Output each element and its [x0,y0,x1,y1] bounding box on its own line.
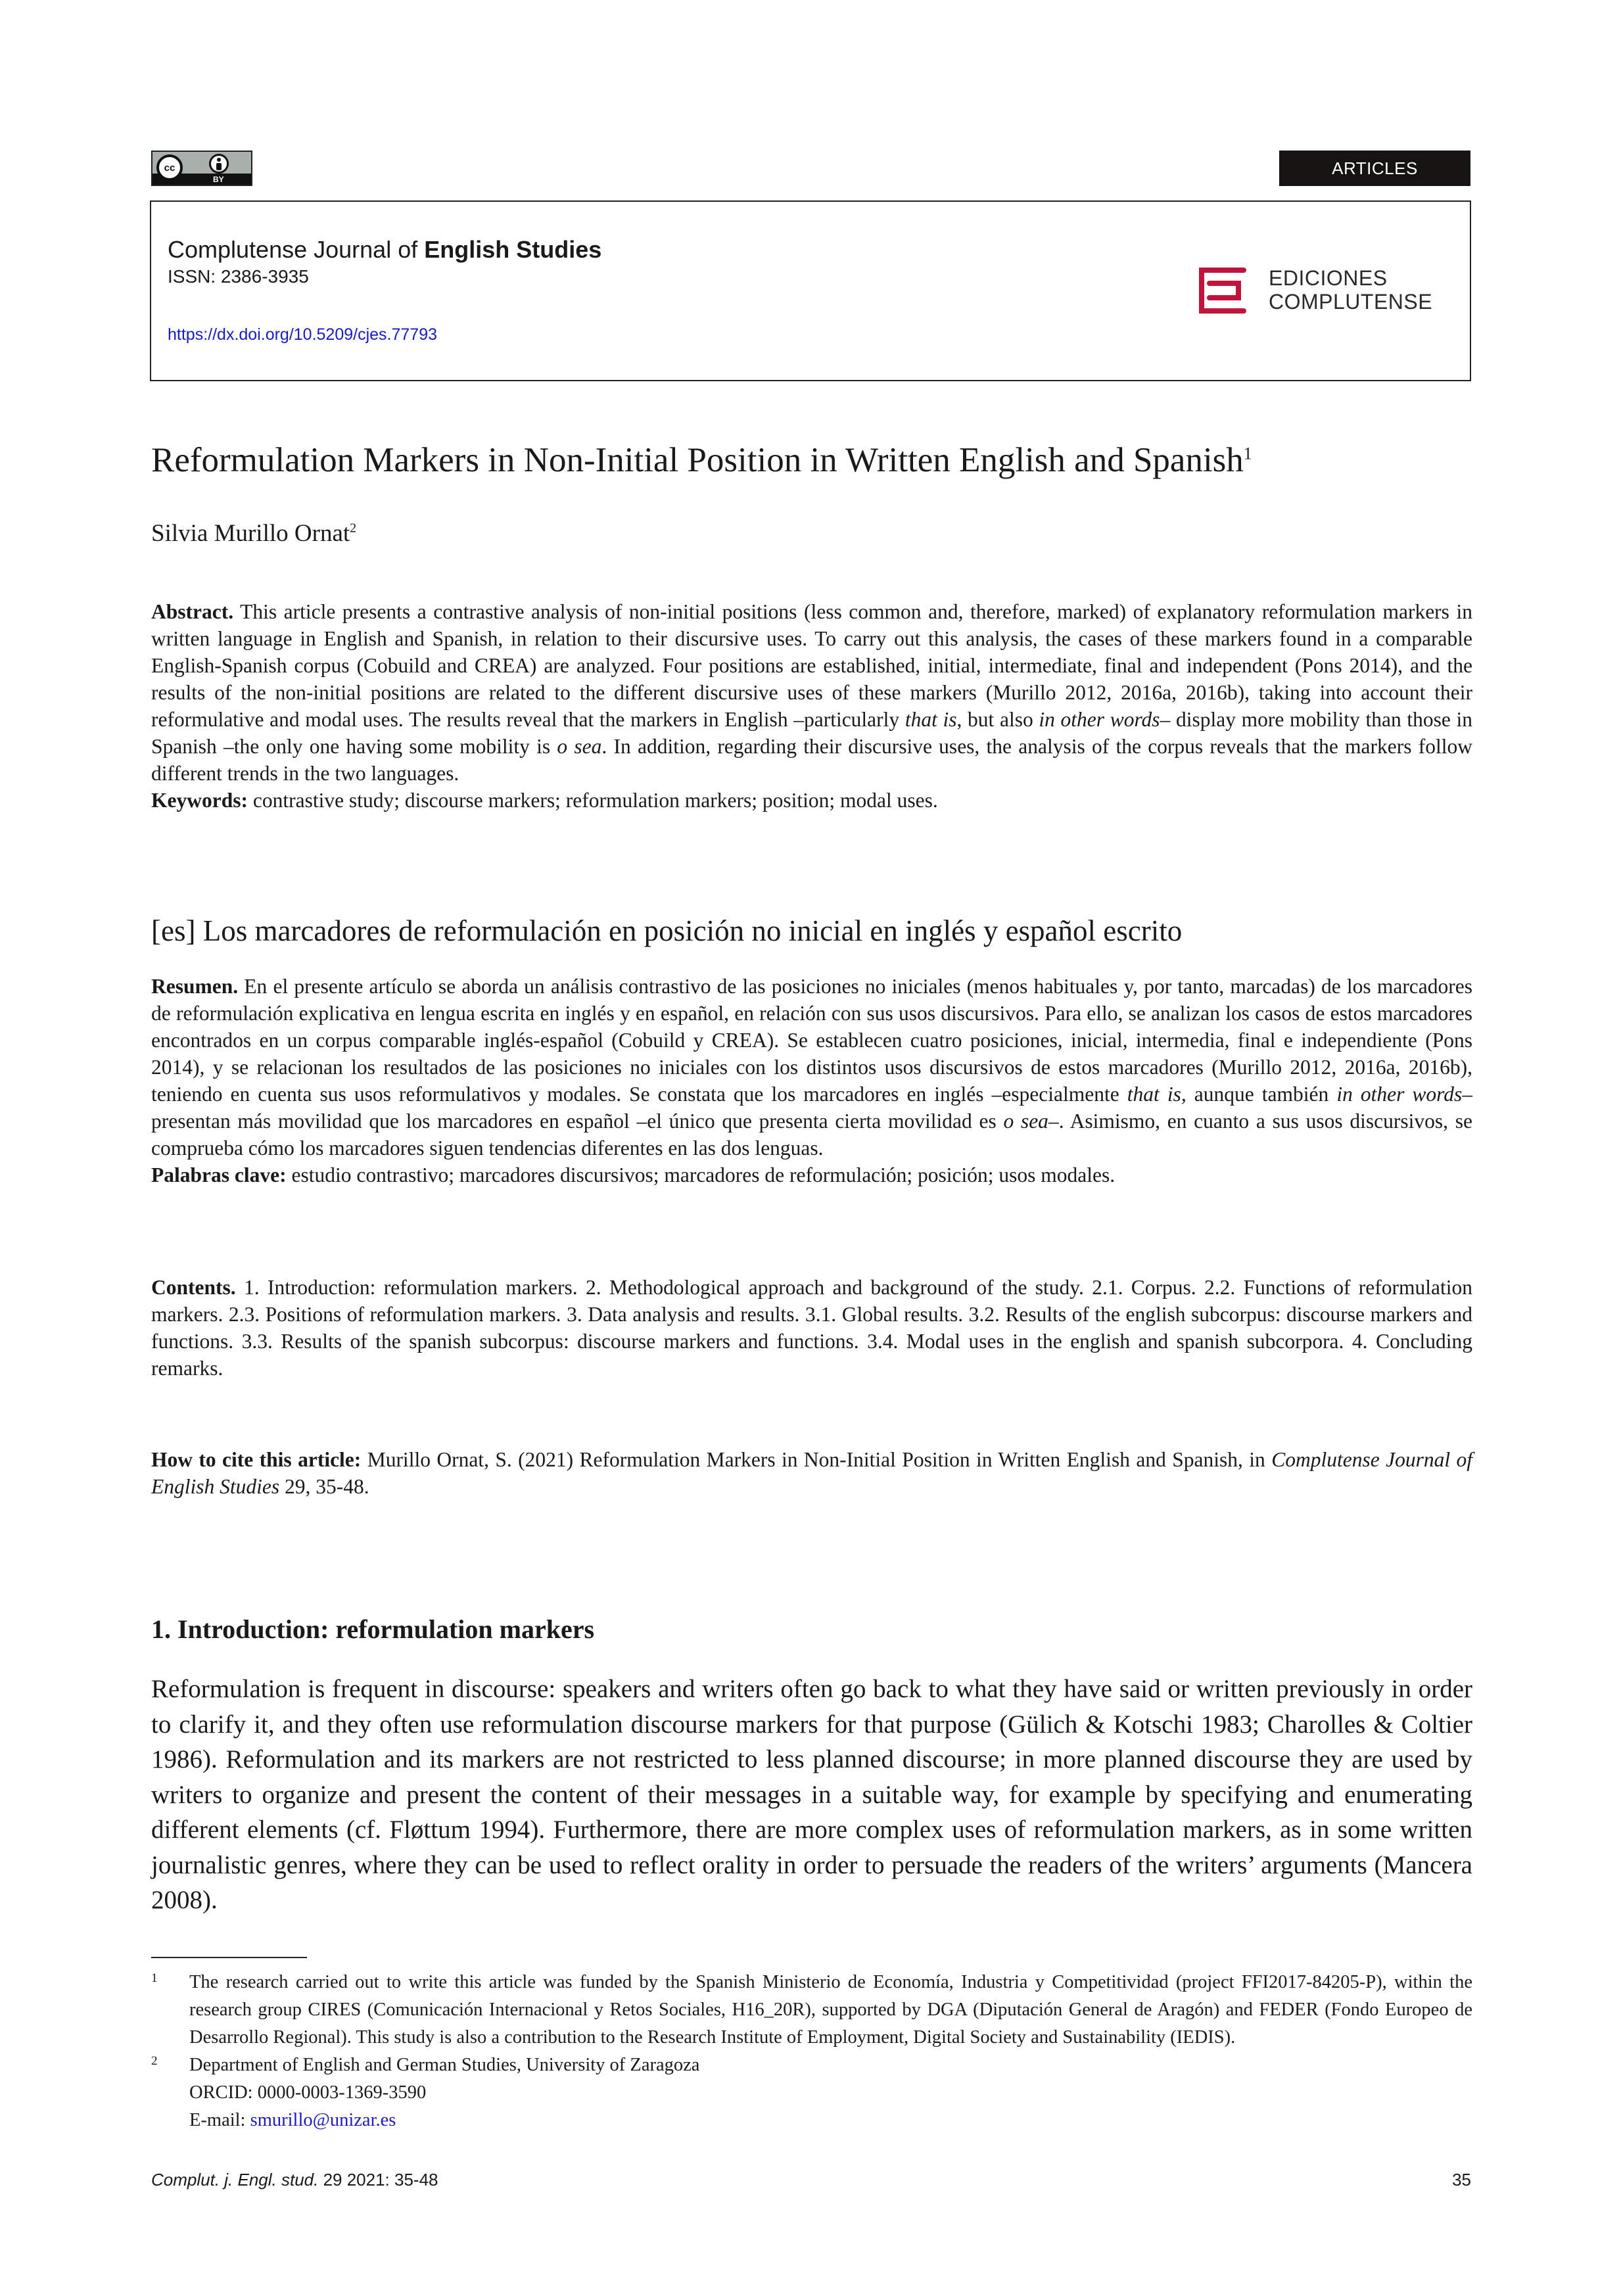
footnote-ref-2[interactable]: 2 [350,521,357,536]
cc-by-license-badge[interactable] [151,151,252,186]
journal-issn: ISSN: 2386-3935 [168,266,309,287]
footnote-2 [151,2051,1472,2134]
footnote-number: 1 [151,1971,158,1985]
abstract-block [151,598,1472,814]
creative-commons-icon: cc [156,154,183,181]
abstract-paragraph: Abstract. This article presents a contrastive analysis of non-initial positions (less common and, therefore, marked) of explanatory reformulation markers in written language in English and Spanish, in relation to their discursive uses. To carry out this analysis, the cases of these markers found in a comparable English-Spanish corpus (Cobuild and CREA) are analyzed. Four positions are established, initial, intermediate, final and independent (Pons 2014), and the results of the non-initial positions are related to the different discursive uses of these markers (Murillo 2012, 2016a, 2016b), taking into account their reformulative and modal uses. The results reveal that the markers in English –particularly that is, but also in other words– display more mobility than those in Spanish –the only one having some mobility is o sea. In addition, regarding their discursive uses, the analysis of the corpus reveals that the markers follow different trends in the two languages. [151,600,1473,785]
email-link[interactable]: smurillo@unizar.es [250,2110,396,2130]
footnote-divider [151,1957,307,1958]
palabras-clave: Palabras clave: estudio contrastivo; marcadores discursivos; marcadores de reformulación; posición; usos modales. [151,1163,1116,1186]
contents-block [151,1274,1472,1382]
footnote-ref-1[interactable]: 1 [1243,444,1252,463]
keywords: Keywords: contrastive study; discourse markers; reformulation markers; position; modal uses. [151,789,938,812]
person-body [216,163,222,170]
citation-paragraph: How to cite this article: Murillo Ornat, S. (2021) Reformulation Markers in Non-Initial Position in Written English and Spanish, in Complutense Journal of English Studies 29, 35-48. [151,1448,1472,1498]
contents-paragraph: Contents. 1. Introduction: reformulation markers. 2. Methodological approach and background of the study. 2.1. Corpus. 2.2. Functions of reformulation markers. 2.3. Positions of reformulation markers. 3. Data analysis and results. 3.1. Global results. 3.2. Results of the english subcorpus: discourse markers and functions. 3.3. Results of the spanish subcorpus: discourse markers and functions. 3.4. Modal uses in the english and spanish subcorpora. 4. Concluding remarks. [151,1276,1472,1380]
journal-citation-footer: Complut. j. Engl. stud. 29 2021: 35-48 [151,2170,438,2190]
attribution-person-icon [209,154,229,174]
author-email-line: E-mail: smurillo@unizar.es [189,2110,396,2130]
page-number: 35 [1452,2170,1471,2190]
footnote-1: 1 The research carried out to write this article was funded by the Spanish Ministerio de Economía, Industria y Competitividad (project FFI2017-84205-P), within the research group CIRES (Comunicación Internacional y Retos Sociales, H16_20R), supported by DGA (Diputación General de Aragón) and FEDER (Fondo Europeo de Desarrollo Regional). This study is also a contribution to the Research Institute of Employment, Digital Society and Sustainability (IEDIS). [151,1969,1472,2051]
doi-link[interactable]: https://dx.doi.org/10.5209/cjes.77793 [168,325,438,344]
journal-name: Complutense Journal of English Studies [168,236,602,263]
resumen-paragraph: Resumen. En el presente artículo se aborda un análisis contrastivo de las posiciones no iniciales (menos habituales y, por tanto, marcadas) de los marcadores de reformulación explicativa en lengua escrita en inglés y en español, en relación con sus usos discursivos. Para ello, se analizan los casos de estos marcadores encontrados en un corpus comparable inglés-español (Cobuild y CREA). Se establecen cuatro posiciones, inicial, intermedia, final e independiente (Pons 2014), y se relacionan los resultados de las posiciones no iniciales con los distintos usos discursivos de estos marcadores (Murillo 2012, 2016a, 2016b), teniendo en cuenta sus usos reformulativos y modales. Se constata que los marcadores en inglés –especialmente that is, aunque también in other words– presentan más movilidad que los marcadores en español –el único que presenta cierta movilidad es o sea–. Asimismo, en cuanto a sus usos discursivos, se comprueba cómo los marcadores siguen tendencias diferentes en las dos lenguas. [151,975,1473,1160]
spanish-title: [es] Los marcadores de reformulación en posición no inicial en inglés y español escrito [151,914,1183,947]
footnote-number: 2 [151,2054,158,2068]
article-title: Reformulation Markers in Non-Initial Position in Written English and Spanish$^1$ [151,441,1252,479]
section-badge: ARTICLES [1279,151,1470,186]
author-affiliation: Department of English and German Studies, University of Zaragoza [189,2055,700,2075]
section-heading: 1. Introduction: reformulation markers [151,1614,595,1644]
publisher-name: EDICIONES COMPLUTENSE [1269,266,1433,314]
author-name: Silvia Murillo Ornat$^2$ [151,520,357,547]
by-label: BY [213,175,224,184]
person-head [217,158,221,162]
body-paragraph: Reformulation is frequent in discourse: speakers and writers often go back to what they have said or written previously in order to clarify it, and they often use reformulation discourse markers for that purpose (Gülich & Kotschi 1983; Charolles & Coltier 1986). Reformulation and its markers are not restricted to less planned discourse; in more planned discourse they are used by writers to organize and present the content of their messages in a suitable way, for example by specifying and enumerating different elements (cf. Fløttum 1994). Furthermore, there are more complex uses of reformulation markers, as in some written journalistic genres, where they can be used to reflect orality in order to persuade the readers of the writers’ arguments (Mancera 2008). [151,1675,1472,1914]
resumen-block [151,973,1472,1188]
citation-block [151,1446,1472,1500]
footnotes [151,1969,1472,2134]
ediciones-complutense-logo-icon [1198,268,1246,314]
author-orcid: ORCID: 0000-0003-1369-3590 [189,2082,427,2103]
journal-header-box [150,200,1471,381]
